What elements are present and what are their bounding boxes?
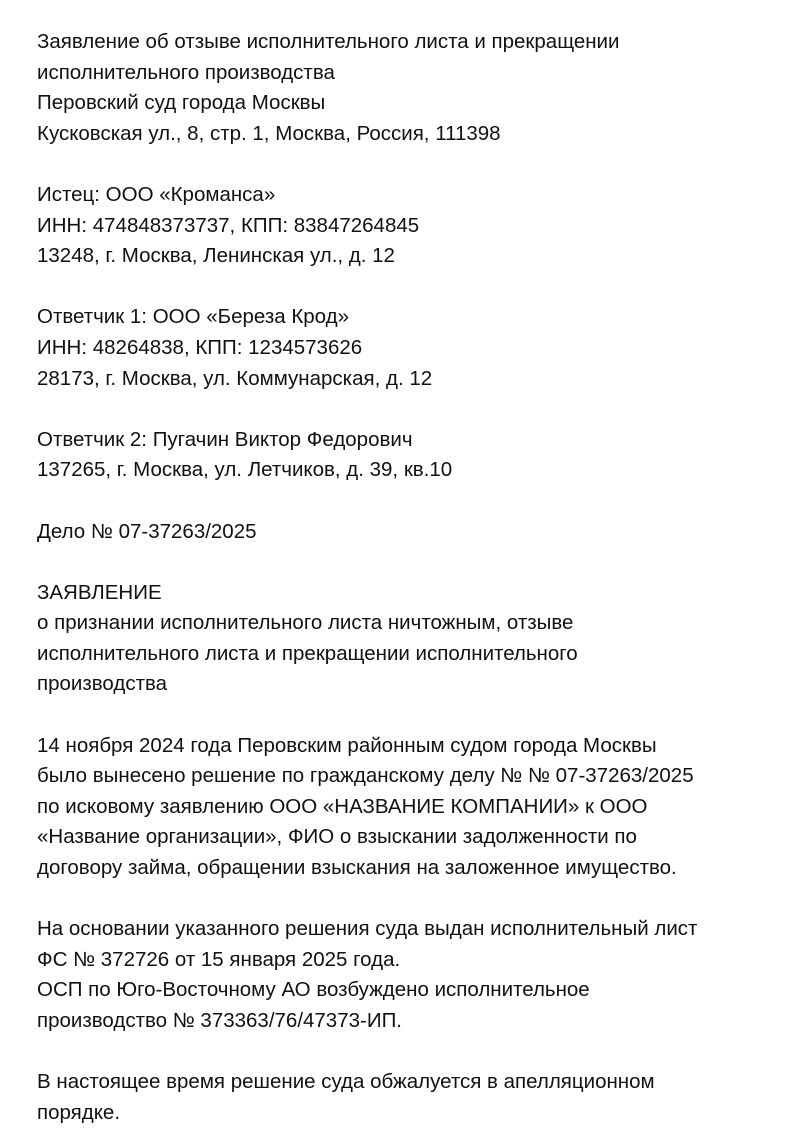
paragraph-decision-line-4: «Название организации», ФИО о взыскании задолженности по [37, 825, 637, 849]
paragraph-writ-line-1: На основании указанного решения суда выдан исполнительный лист [37, 917, 698, 941]
paragraph-writ [37, 914, 777, 1036]
defendant-1-name: Ответчик 1: ООО «Береза Крод» [37, 305, 349, 329]
paragraph-writ-line-4: производство № 373363/76/47373-ИП. [37, 1009, 403, 1032]
statement-subtitle-line-2: исполнительного листа и прекращении исполнительного [37, 641, 578, 665]
plaintiff-block [37, 180, 777, 272]
court-name: Перовский суд города Москвы [37, 91, 326, 115]
plaintiff-address: 13248, г. Москва, Ленинская ул., д. 12 [37, 244, 395, 268]
defendant-2-address: 137265, г. Москва, ул. Летчиков, д. 39, кв.10 [37, 458, 453, 482]
court-address: Кусковская ул., 8, стр. 1, Москва, Россия, 111398 [37, 121, 501, 145]
case-number: Дело № 07-37263/2025 [37, 519, 257, 543]
defendant-2-name: Ответчик 2: Пугачин Виктор Федорович [37, 427, 413, 451]
paragraph-decision-line-2: было вынесено решение по гражданскому делу № № 07-37263/2025 [37, 764, 694, 788]
paragraph-appeal-line-1: В настоящее время решение суда обжалуется в апелляционном [37, 1070, 655, 1094]
plaintiff-ids: ИНН: 474848373737, КПП: 83847264845 [37, 213, 420, 237]
paragraph-writ-line-3: ОСП по Юго-Восточному АО возбуждено исполнительное [37, 978, 590, 1002]
statement-subtitle-line-3: производства [37, 672, 168, 696]
statement-subtitle-line-1: о признании исполнительного листа ничтожным, отзыве [37, 611, 574, 635]
paragraph-writ-line-2: ФС № 372726 от 15 января 2025 года. [37, 947, 401, 971]
paragraph-appeal-line-2: порядке. [37, 1100, 121, 1124]
plaintiff-name: Истец: ООО «Кроманса» [37, 182, 276, 206]
document-page [37, 27, 777, 1128]
statement-heading: ЗАЯВЛЕНИЕ [37, 580, 162, 604]
defendant-1-address: 28173, г. Москва, ул. Коммунарская, д. 12 [37, 366, 433, 390]
document-title-line-2: исполнительного производства [37, 60, 335, 84]
defendant-2-block [37, 425, 777, 486]
paragraph-decision-line-1: 14 ноября 2024 года Перовским районным судом города Москвы [37, 733, 657, 757]
paragraph-appeal [37, 1067, 777, 1128]
statement-heading-block [37, 578, 777, 700]
defendant-1-block [37, 302, 777, 394]
paragraph-decision-line-3: по исковому заявлению ООО «НАЗВАНИЕ КОМПАНИИ» к ООО [37, 794, 648, 818]
paragraph-decision [37, 731, 777, 884]
document-title-line-1: Заявление об отзыве исполнительного листа и прекращении [37, 30, 620, 53]
case-number-block [37, 517, 777, 548]
header-block [37, 27, 777, 149]
defendant-1-ids: ИНН: 48264838, КПП: 1234573626 [37, 335, 363, 359]
paragraph-decision-line-5: договору займа, обращении взыскания на заложенное имущество. [37, 856, 677, 880]
